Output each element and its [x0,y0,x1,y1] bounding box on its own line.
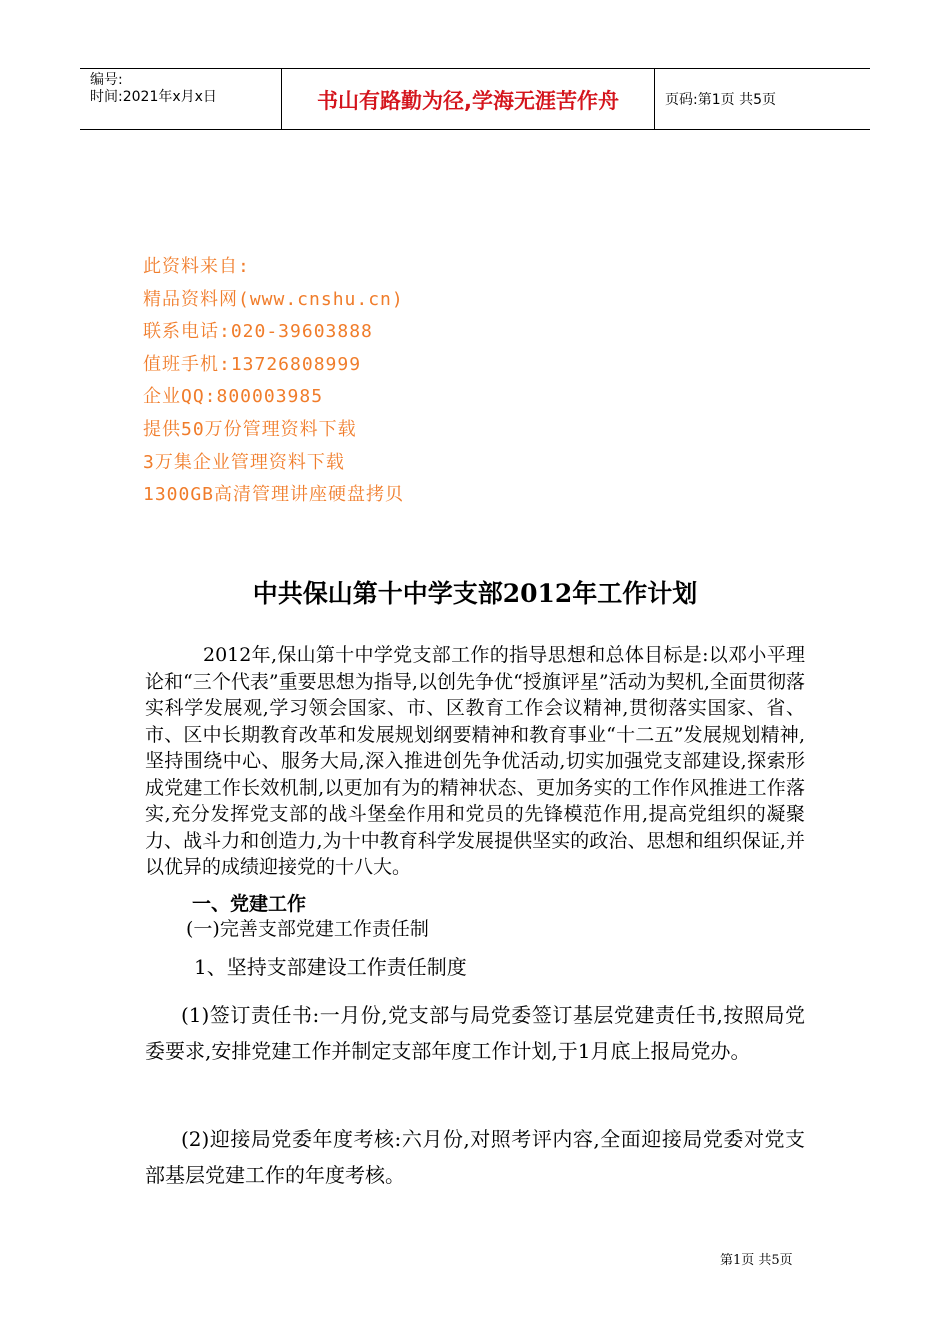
point-paragraph-2: (2)迎接局党委年度考核:六月份,对照考评内容,全面迎接局党委对党支部基层党建工作的年度考核。 [145,1127,805,1187]
header-meta [90,72,217,106]
promo-line: 精品资料网(www.cnshu.cn) [143,288,404,310]
header-time-label: 时间:2021年x月x日 [90,89,217,105]
promo-line: 值班手机:13726808999 [143,353,362,375]
promo-line: 1300GB高清管理讲座硬盘拷贝 [143,484,405,506]
promo-line: 提供50万份管理资料下载 [143,418,357,440]
promo-line: 企业QQ:800003985 [143,386,324,408]
promo-line: 3万集企业管理资料下载 [143,451,345,473]
page-header [80,68,870,130]
item-heading: 1、坚持支部建设工作责任制度 [194,955,467,979]
point-paragraph-1: (1)签订责任书:一月份,党支部与局党委签订基层党建责任书,按照局党委要求,安排党建工作并制定支部年度工作计划,于1月底上报局党办。 [145,1003,805,1063]
promo-line: 联系电话:020-39603888 [143,321,373,343]
promo-line: 此资料来自: [143,256,250,277]
page-footer: 第1页 共5页 [720,1253,793,1268]
header-page-info: 页码:第1页 共5页 [665,92,776,108]
intro-paragraph: 2012年,保山第十中学党支部工作的指导思想和总体目标是:以邓小平理论和“三个代表”重要思想为指导,以创先争优“授旗评星”活动为契机,全面贯彻落实科学发展观,学习领会国家、市、区教育工作会议精神,贯彻落实国家、省、市、区中长期教育改革和发展规划纲要精神和教育事业“十二五”发展规划精神,坚持围绕中心、服务大局,深入推进创先争优活动,切实加强党支部建设,探索形成党建工作长效机制,以更加有为的精神状态、更加务实的工作作风推进工作落实,充分发挥党支部的战斗堡垒作用和党员的先锋模范作用,提高党组织的凝聚力、战斗力和创造力,为十中教育科学发展提供坚实的政治、思想和组织保证,并以优异的成绩迎接党的十八大。 [145,644,805,878]
section-heading: 一、党建工作 [192,893,307,915]
document-title: 中共保山第十中学支部2012年工作计划 [252,579,698,608]
promo-block [143,251,404,512]
header-motto: 书山有路勤为径,学海无涯苦作舟 [317,89,619,113]
subsection-heading: (一)完善支部党建工作责任制 [186,918,429,940]
header-number-label: 编号: [90,72,123,88]
header-divider-right [654,69,655,129]
